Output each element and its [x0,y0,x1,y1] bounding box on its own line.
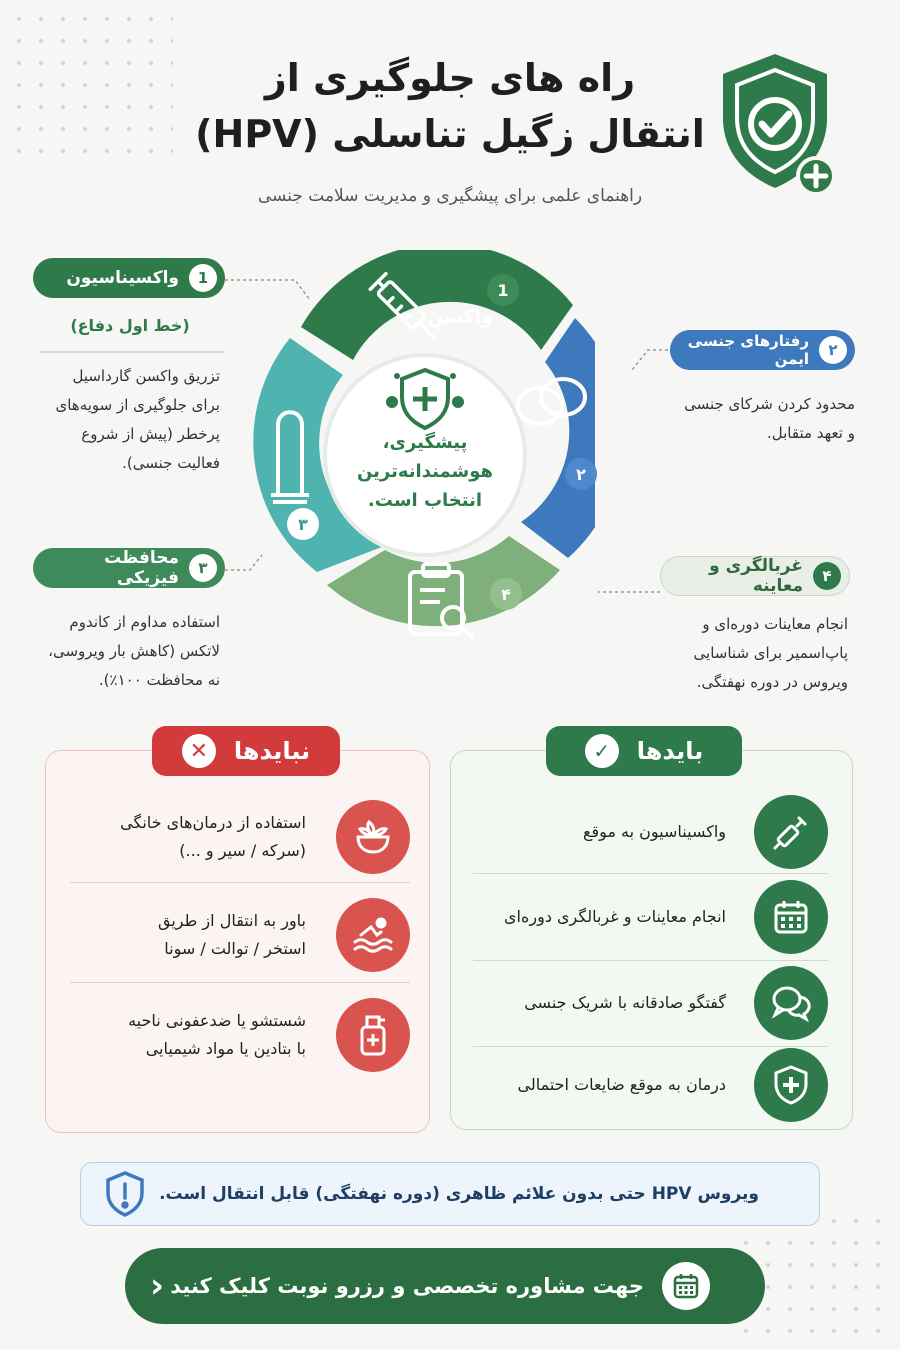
method-3-number: ۳ [189,554,217,582]
method-4-pill [660,556,850,596]
disinfectant-bottle-icon [336,998,410,1072]
herbal-bowl-icon [336,800,410,874]
donts-header [152,726,340,776]
dont-divider-1 [70,882,410,883]
method-4-title: غربالگری و معاینه [709,556,803,596]
do-item-1-text: واکسیناسیون به موقع [582,822,726,841]
shield-plus-icon [754,1048,828,1122]
dont-item-3-text: شستشو یا ضدعفونی ناحیه با بتادین یا مواد شیمیایی [128,1011,306,1058]
shield-exclamation-icon [103,1170,147,1218]
method-1-number: 1 [189,264,217,292]
calendar-icon [662,1262,710,1310]
check-circle-icon: ✓ [585,734,619,768]
booking-cta-button[interactable] [125,1248,765,1324]
dont-divider-2 [70,982,410,983]
do-item-2 [473,880,828,954]
segment-1-label: واکسن [427,306,493,328]
method-3-title: محافظت فیزیکی [104,548,179,588]
method-4-description: انجام معاینات دوره‌ای و پاپ‌اسمیر برای شناسایی ویروس در دوره نهفتگی. [693,615,848,691]
method-1-title: واکسیناسیون [66,268,179,288]
syringe-icon [754,795,828,869]
do-divider-3 [473,1046,828,1047]
method-1-subtitle: (خط اول دفاع) [70,316,190,335]
do-item-4 [473,1048,828,1122]
x-circle-icon: ✕ [182,734,216,768]
do-item-3 [473,966,828,1040]
segment-1-number: 1 [487,274,519,306]
segment-2-number: ۲ [565,458,597,490]
do-divider-2 [473,960,828,961]
dont-item-2-text: باور به انتقال از طریق استخر / توالت / سونا [157,911,306,958]
dos-title: بایدها [636,737,704,765]
dont-item-1 [70,800,410,874]
method-4-number: ۴ [813,562,841,590]
method-2-description: محدود کردن شرکای جنسی و تعهد متقابل. [684,395,855,442]
method-2-number: ۲ [819,336,847,364]
page-subtitle: راهنمای علمی برای پیشگیری و مدیریت سلامت جنسی [257,186,643,206]
dont-item-3 [70,998,410,1072]
method-2-title: رفتارهای جنسی ایمن [687,332,809,368]
booking-cta-label: جهت مشاوره تخصصی و رزرو نوبت کلیک کنید [170,1274,644,1298]
do-divider-1 [473,873,828,874]
page-title-line-1: راه های جلوگیری از [264,56,636,100]
dos-header [546,726,742,776]
method-1-pill [33,258,225,298]
do-item-2-text: انجام معاینات و غربالگری دوره‌ای [504,907,726,926]
method-2-pill [670,330,855,370]
do-item-1 [473,795,828,869]
do-item-3-text: گفتگو صادقانه با شریک جنسی [524,993,726,1012]
method-3-description: استفاده مداوم از کاندوم لاتکس (کاهش بار ویروسی، نه محافظت ۱۰۰٪). [48,613,220,689]
latency-alert [80,1162,820,1226]
segment-3-number: ۳ [287,508,319,540]
chat-bubbles-icon [754,966,828,1040]
method-1-description: تزریق واکسن گارداسیل برای جلوگیری از سویه‌های پرخطر (پیش از شروع فعالیت جنسی). [55,367,220,472]
segment-4-number: ۴ [490,578,522,610]
wheel-center-text: پیشگیری، هوشمندانه‌ترین انتخاب است. [356,432,494,511]
chevron-left-icon: ‹ [150,1266,165,1306]
latency-alert-text: ویروس HPV حتی بدون علائم ظاهری (دوره نهفتگی) قابل انتقال است. [159,1184,759,1204]
method-3-pill [33,548,225,588]
donts-title: نبایدها [233,737,311,765]
calendar-icon [754,880,828,954]
do-item-4-text: درمان به موقع ضایعات احتمالی [517,1075,726,1094]
swimmer-icon [336,898,410,972]
dont-item-2 [70,898,410,972]
page-title-line-2: انتقال زگیل تناسلی (HPV) [195,112,705,156]
dont-item-1-text: استفاده از درمان‌های خانگی (سرکه / سیر و ...) [120,813,306,860]
